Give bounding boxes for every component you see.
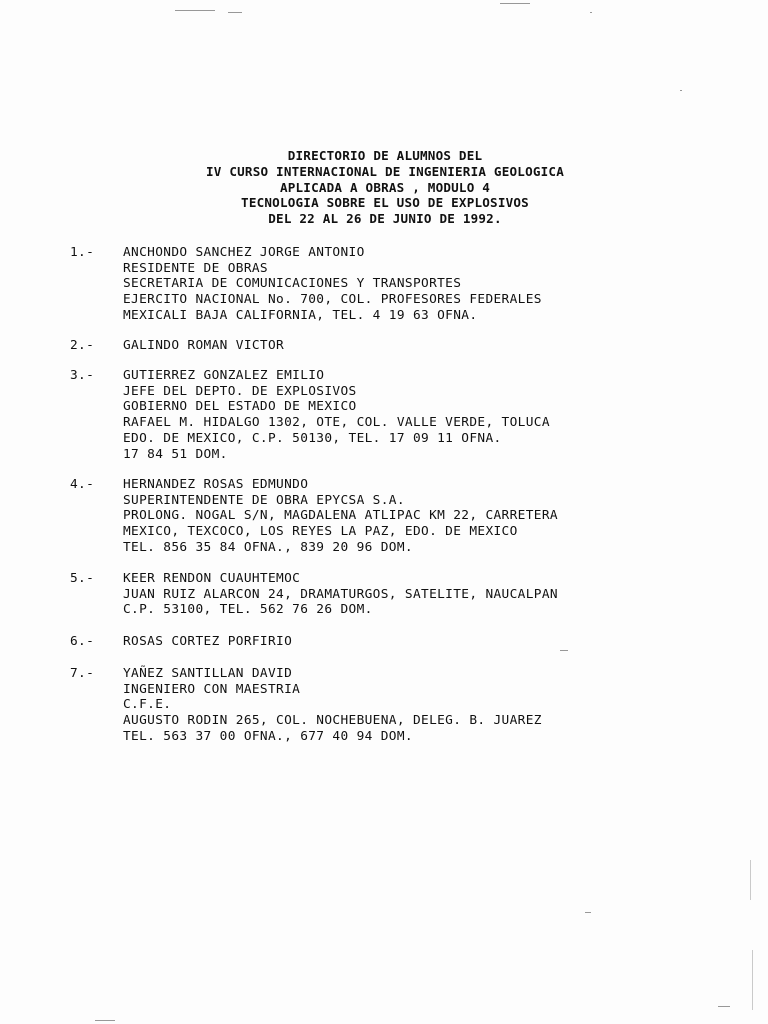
entry-line: INGENIERO CON MAESTRIA <box>123 681 301 697</box>
entry-line: SUPERINTENDENTE DE OBRA EPYCSA S.A. <box>123 492 405 508</box>
scan-artifact <box>590 12 592 13</box>
scan-artifact <box>95 1020 115 1021</box>
entry-text <box>123 571 693 618</box>
entry-number: 3.- <box>70 368 95 383</box>
entry-number: 7.- <box>70 666 95 681</box>
scan-artifact <box>680 90 682 91</box>
entry-text <box>123 634 693 650</box>
entry-line: MEXICALI BAJA CALIFORNIA, TEL. 4 19 63 OFNA. <box>123 307 478 323</box>
header-line: DEL 22 AL 26 DE JUNIO DE 1992. <box>268 211 502 227</box>
entry-text <box>123 477 693 556</box>
entry-line: AUGUSTO RODIN 265, COL. NOCHEBUENA, DELEG. B. JUAREZ <box>123 713 542 729</box>
entry-name: ANCHONDO SANCHEZ JORGE ANTONIO <box>123 245 365 260</box>
header-line: APLICADA A OBRAS , MODULO 4 <box>279 179 491 195</box>
entry-line: TEL. 856 35 84 OFNA., 839 20 96 DOM. <box>123 539 413 555</box>
entry-name: HERNANDEZ ROSAS EDMUNDO <box>123 477 309 492</box>
entry-line: EJERCITO NACIONAL No. 700, COL. PROFESORES FEDERALES <box>123 292 542 308</box>
entry-text <box>123 666 693 745</box>
scan-artifact <box>228 12 242 13</box>
entry-line: TEL. 563 37 00 OFNA., 677 40 94 DOM. <box>123 728 413 744</box>
entry-name: ROSAS CORTEZ PORFIRIO <box>123 634 293 649</box>
entry-line: C.P. 53100, TEL. 562 76 26 DOM. <box>123 602 373 618</box>
entry-line: RAFAEL M. HIDALGO 1302, OTE, COL. VALLE VERDE, TOLUCA <box>123 415 550 431</box>
entry-line: MEXICO, TEXCOCO, LOS REYES LA PAZ, EDO. DE MEXICO <box>123 524 518 540</box>
scan-artifact <box>718 1006 730 1007</box>
scan-artifact <box>585 912 591 913</box>
entry-number: 5.- <box>70 571 95 586</box>
entry-text <box>123 368 693 462</box>
entry-line: GOBIERNO DEL ESTADO DE MEXICO <box>123 399 357 415</box>
header-line: TECNOLOGIA SOBRE EL USO DE EXPLOSIVOS <box>241 195 529 211</box>
entry-name: YAÑEZ SANTILLAN DAVID <box>123 666 293 681</box>
header-line: DIRECTORIO DE ALUMNOS DEL <box>287 148 483 163</box>
scan-artifact <box>500 3 530 4</box>
entry-number: 1.- <box>70 245 95 260</box>
entry-number: 2.- <box>70 338 95 353</box>
entry-line: JUAN RUIZ ALARCON 24, DRAMATURGOS, SATELITE, NAUCALPAN <box>123 586 558 602</box>
entry-line: C.F.E. <box>123 697 172 713</box>
entry-number: 6.- <box>70 634 95 649</box>
scan-artifact <box>752 950 753 1010</box>
entry-name: GUTIERREZ GONZALEZ EMILIO <box>123 368 325 383</box>
scan-artifact <box>750 860 751 900</box>
scan-artifact <box>175 10 215 11</box>
entry-line: RESIDENTE DE OBRAS <box>123 260 268 276</box>
entry-line: JEFE DEL DEPTO. DE EXPLOSIVOS <box>123 383 357 399</box>
entry-name: KEER RENDON CUAUHTEMOC <box>123 571 301 586</box>
entry-name: GALINDO ROMAN VICTOR <box>123 338 285 353</box>
entry-line: SECRETARIA DE COMUNICACIONES Y TRANSPORTES <box>123 276 462 292</box>
entry-text <box>123 338 693 354</box>
scan-artifact <box>560 650 568 651</box>
header-line: IV CURSO INTERNACIONAL DE INGENIERIA GEOLOGICA <box>206 163 564 179</box>
entry-number: 4.- <box>70 477 95 492</box>
entry-text <box>123 245 693 324</box>
entry-line: 17 84 51 DOM. <box>123 446 228 462</box>
document-header <box>90 148 680 227</box>
entry-line: PROLONG. NOGAL S/N, MAGDALENA ATLIPAC KM 22, CARRETERA <box>123 508 558 524</box>
entry-line: EDO. DE MEXICO, C.P. 50130, TEL. 17 09 11 OFNA. <box>123 430 502 446</box>
